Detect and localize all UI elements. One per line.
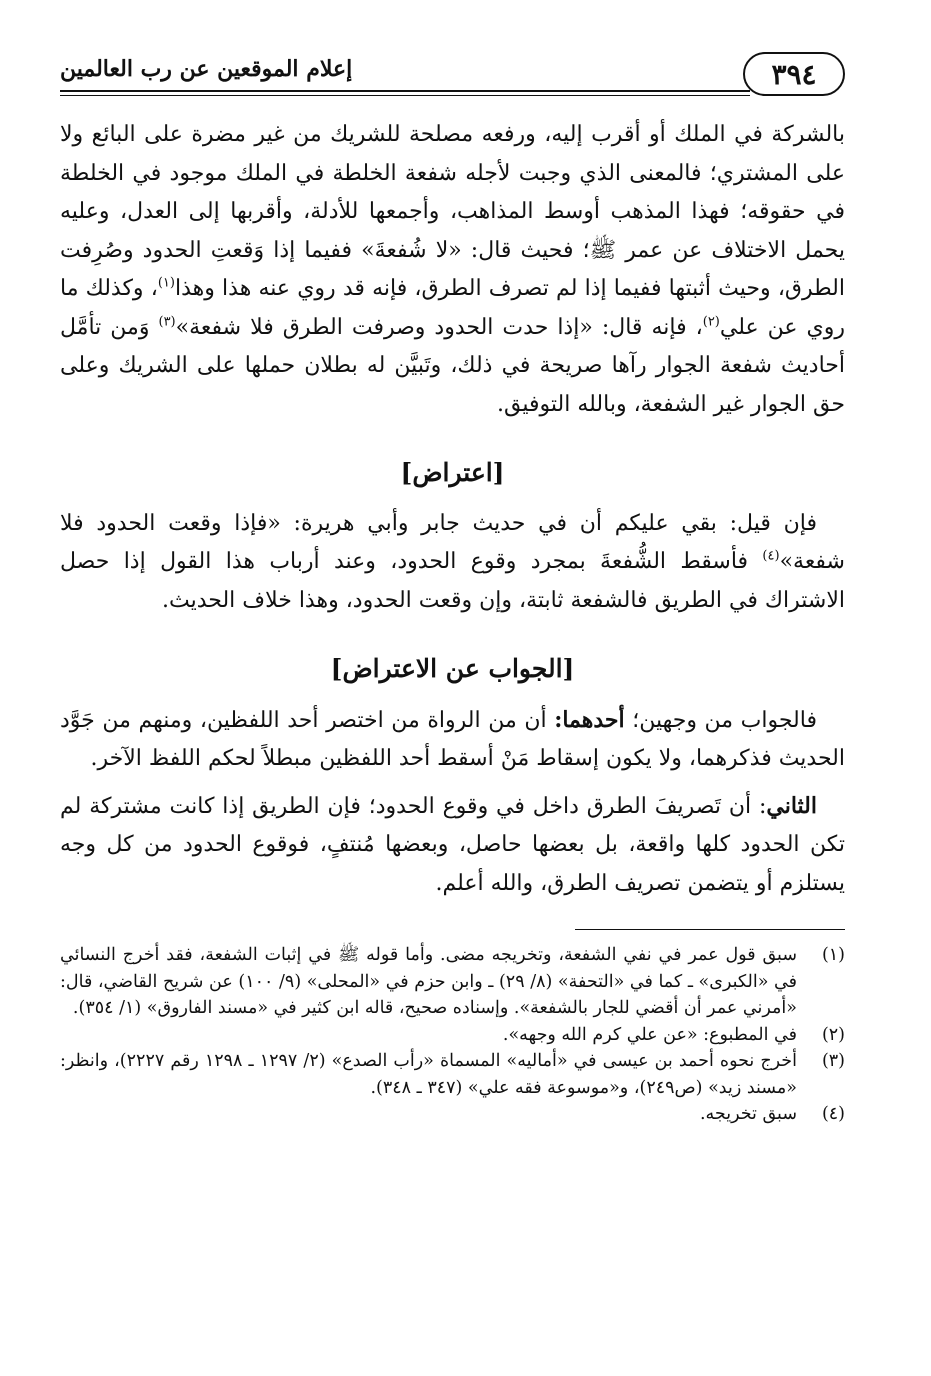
intro-text: ، فإنه قال: «إذا حدت الحدود وصرفت الطرق فلا شفعة» — [175, 314, 703, 340]
footnote-separator — [575, 929, 845, 930]
page-number-badge: ٣٩٤ — [743, 52, 845, 96]
heading-answer: [الجواب عن الاعتراض] — [330, 654, 575, 683]
footnote-text: سبق قول عمر في نفي الشفعة، وتخريجه مضى. وأما قوله ﷺ في إثبات الشفعة، فقد أخرج النسائي في «الكبرى» ـ كما في «التحفة» (٨/ ٢٩) ـ وابن حزم في «المحلى» (٩/ ١٠٠) عن شريح القاضي، قال: «أمرني عمر أن أقضي للجار بالشفعة». وإسناده صحيح، قاله ابن كثير في «مسند الفاروق» (١/ ٣٥٤). — [60, 945, 797, 1018]
intro-paragraph — [60, 116, 845, 424]
footnote-number: (٤) — [821, 1104, 845, 1124]
footnotes — [60, 942, 845, 1128]
answer-text: : أن تَصريفَ الطرق داخل في وقوع الحدود؛ فإن الطريق إذا كانت مشتركة لم تكن الحدود كلها واقعة، بل بعضها حاصل، وبعضها مُنتفٍ، فوقوع الحدود من كل وجه يستلزم أو يتضمن تصريف الطرق، والله أعلم. — [60, 793, 845, 896]
footnote-ref: (١) — [157, 275, 175, 291]
footnote-ref: (٢) — [702, 314, 720, 330]
heading-objection: [اعتراض] — [400, 458, 505, 487]
objection-text: فأسقط الشُّفعةَ بمجرد وقوع الحدود، وعند أرباب هذا القول إذا حصل الاشتراك في الطريق فالشفعة ثابتة، وإن وقعت الحدود، وهذا خلاف الحديث. — [60, 549, 845, 613]
page-header — [60, 40, 845, 98]
footnote-item — [60, 1048, 845, 1101]
footnote-item — [60, 1022, 845, 1049]
footnote-number: (١) — [821, 945, 845, 965]
objection-text: فإن قيل: بقي عليكم أن في حديث جابر وأبي هريرة: «فإذا وقعت الحدود فلا شفعة» — [60, 510, 845, 574]
intro-text: وَمن تأمَّل أحاديث شفعة الجوار رآها صريحة في ذلك، وتَبيَّن له بطلان حملها على الشريك وعلى حق الجوار غير الشفعة، وبالله التوفيق. — [60, 314, 845, 417]
answer-paragraph-2 — [60, 787, 845, 904]
objection-paragraph — [60, 505, 845, 621]
footnote-ref: (٣) — [158, 314, 176, 330]
footnote-text: أخرج نحوه أحمد بن عيسى في «أماليه» المسماة «رأب الصدع» (٢/ ١٢٩٧ ـ ١٢٩٨ رقم ٢٢٢٧)، وانظر: «مسند زيد» (ص٢٤٩)، و«موسوعة فقه علي» (٣٤٧ ـ ٣٤٨). — [60, 1051, 797, 1098]
header-rule — [60, 90, 750, 92]
footnote-ref: (٤) — [762, 548, 780, 564]
answer-paragraph-1 — [60, 701, 845, 779]
answer-label: الثاني — [766, 792, 817, 819]
footnote-number: (٢) — [821, 1024, 845, 1045]
footnote-item — [60, 1101, 845, 1128]
footnote-number: (٣) — [821, 1051, 845, 1071]
running-title: إعلام الموقعين عن رب العالمين — [60, 56, 353, 82]
answer-label: أحدهما: — [554, 706, 625, 733]
footnote-text: في المطبوع: «عن علي كرم الله وجهه». — [502, 1024, 797, 1045]
main-text — [60, 116, 845, 903]
answer-text: فالجواب من وجهين؛ — [624, 707, 817, 733]
intro-text: ، وكذلك ما روي عن علي — [60, 276, 846, 340]
footnote-item — [60, 942, 845, 1022]
book-page — [60, 40, 845, 1340]
footnote-text: سبق تخريجه. — [699, 1104, 797, 1124]
answer-text: أن من الرواة من اختصر أحد اللفظين، ومنهم من جَوَّد الحديث فذكرهما، ولا يكون إسقاط مَنْ أسقط أحد اللفظين مبطلاً لحكم اللفظ الآخر. — [60, 707, 845, 771]
header-rule-thin — [60, 95, 750, 96]
intro-text: بالشركة في الملك أو أقرب إليه، ورفعه مصلحة للشريك من غير مضرة على البائع ولا على المشتري؛ فالمعنى الذي وجبت لأجله شفعة الخلطة في الملك موجود في الخلطة في حقوقه؛ فهذا المذهب أوسط المذاهب، وأجمعها للأدلة، وأقربها إلى العدل، وعليه يحمل الاختلاف عن عمر ﷺ؛ فحيث قال: «لا شُفعةَ» ففيما إذا وَقعتِ الحدود وصُرِفت الطرق، وحيث أثبتها ففيما إذا لم تصرف الطرق، فإنه قد روي عنه هذا وهذا — [60, 122, 846, 301]
